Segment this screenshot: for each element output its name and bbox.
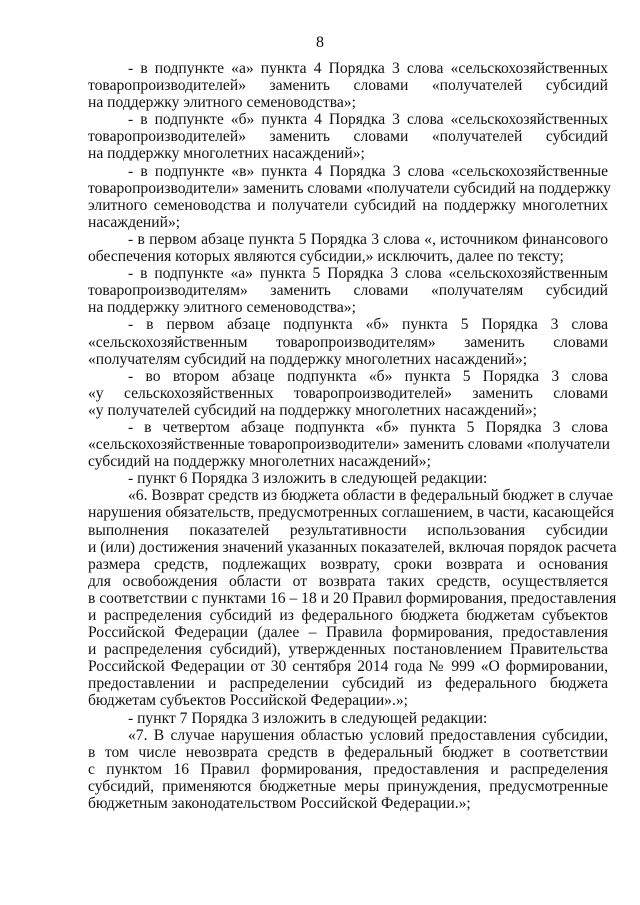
text-line: «6. Возврат средств из бюджета области в федеральный бюджет в случае <box>128 487 614 505</box>
text-line: в соответствии с пунктами 16 – 18 и 20 Правил формирования, предоставления <box>88 589 617 607</box>
text-line: товаропроизводители» заменить словами «получатели субсидий на поддержку <box>88 179 611 197</box>
text-line: - в подпункте «а» пункта 4 Порядка 3 слова «сельскохозяйственных <box>128 60 608 77</box>
document-body <box>88 60 617 813</box>
text-line: - пункт 6 Порядка 3 изложить в следующей редакции: <box>128 470 488 488</box>
paragraph <box>88 368 608 419</box>
text-line: «у получателей субсидий на поддержку многолетних насаждений»; <box>88 401 537 419</box>
text-line: товаропроизводителей» заменить словами «получателей субсидий <box>88 77 608 95</box>
text-line: элитного семеноводства и получатели субсидий на поддержку многолетних <box>88 196 608 214</box>
text-line: - в первом абзаце пункта 5 Порядка 3 слова «, источником финансового <box>128 230 608 248</box>
text-line: - в четвертом абзаце подпункта «б» пункта 5 Порядка 3 слова <box>128 418 608 436</box>
text-line: субсидий, применяются бюджетные меры принуждения, предусмотренные <box>88 777 608 795</box>
text-line: субсидий на поддержку многолетних насаждений»; <box>88 453 431 471</box>
paragraph <box>88 111 608 162</box>
text-line: - во втором абзаце подпункта «б» пункта 5 Порядка 3 слова <box>128 367 608 385</box>
text-line: «у сельскохозяйственных товаропроизводителей» заменить словами <box>88 384 608 402</box>
text-line: Российской Федерации (далее – Правила формирования, предоставления <box>88 624 608 642</box>
text-line: «получателям субсидий на поддержку многолетних насаждений»; <box>88 350 528 368</box>
text-line: - в первом абзаце подпункта «б» пункта 5 Порядка 3 слова <box>128 316 608 334</box>
text-line: «сельскохозяйственные товаропроизводители» заменить словами «получатели <box>88 436 611 454</box>
text-line: предоставлении и распределении субсидий из федерального бюджета <box>88 675 608 693</box>
paragraph <box>88 60 608 111</box>
paragraph <box>88 231 608 265</box>
paragraph <box>88 316 608 367</box>
text-line: выполнения показателей результативности использования субсидии <box>88 521 608 539</box>
text-line: с пунктом 16 Правил формирования, предоставления и распределения <box>88 760 608 778</box>
page-number: 8 <box>316 34 324 51</box>
paragraph <box>88 162 611 231</box>
paragraph <box>88 418 611 471</box>
text-line: нарушения обязательств, предусмотренных соглашением, в части, касающейся <box>88 504 615 522</box>
text-line: - пункт 7 Порядка 3 изложить в следующей редакции: <box>128 709 488 727</box>
text-line: Российской Федерации от 30 сентября 2014 года № 999 «О формировании, <box>88 658 608 676</box>
text-line: размера средств, подлежащих возврату, сроки возврата и основания <box>88 555 608 573</box>
paragraph <box>88 265 608 316</box>
text-line: товаропроизводителей» заменить словами «получателей субсидий <box>88 128 608 146</box>
text-line: и (или) достижения значений указанных показателей, включая порядок расчета <box>88 538 617 556</box>
text-line: - в подпункте «в» пункта 4 Порядка 3 слова «сельскохозяйственные <box>128 162 608 180</box>
text-line: - в подпункте «б» пункта 4 Порядка 3 слова «сельскохозяйственных <box>128 111 608 129</box>
text-line: на поддержку элитного семеноводства»; <box>88 94 356 112</box>
text-line: обеспечения которых являются субсидии,» исключить, далее по тексту; <box>88 248 564 266</box>
text-line: для освобождения области от возврата таких средств, осуществляется <box>88 572 608 590</box>
paragraph <box>88 727 608 812</box>
text-line: в том числе невозврата средств в федеральный бюджет в соответствии <box>88 743 608 761</box>
text-line: бюджетам субъектов Российской Федерации».»; <box>88 692 408 710</box>
text-line: бюджетным законодательством Российской Федерации.»; <box>88 795 471 813</box>
text-line: и распределения субсидий из федерального бюджета бюджетам субъектов <box>88 607 608 624</box>
text-line: на поддержку элитного семеноводства»; <box>88 299 356 317</box>
text-line: товаропроизводителям» заменить словами «получателям субсидий <box>88 282 608 300</box>
text-line: на поддержку многолетних насаждений»; <box>88 145 365 163</box>
text-line: «7. В случае нарушения областью условий предоставления субсидии, <box>128 726 608 744</box>
paragraph <box>88 710 608 727</box>
paragraph <box>88 470 608 487</box>
paragraph <box>88 487 617 710</box>
text-line: - в подпункте «а» пункта 5 Порядка 3 слова «сельскохозяйственным <box>128 265 608 283</box>
text-line: насаждений»; <box>88 213 181 231</box>
text-line: «сельскохозяйственным товаропроизводителям» заменить словами <box>88 333 608 351</box>
text-line: и распределения субсидий), утвержденных постановлением Правительства <box>88 641 608 659</box>
